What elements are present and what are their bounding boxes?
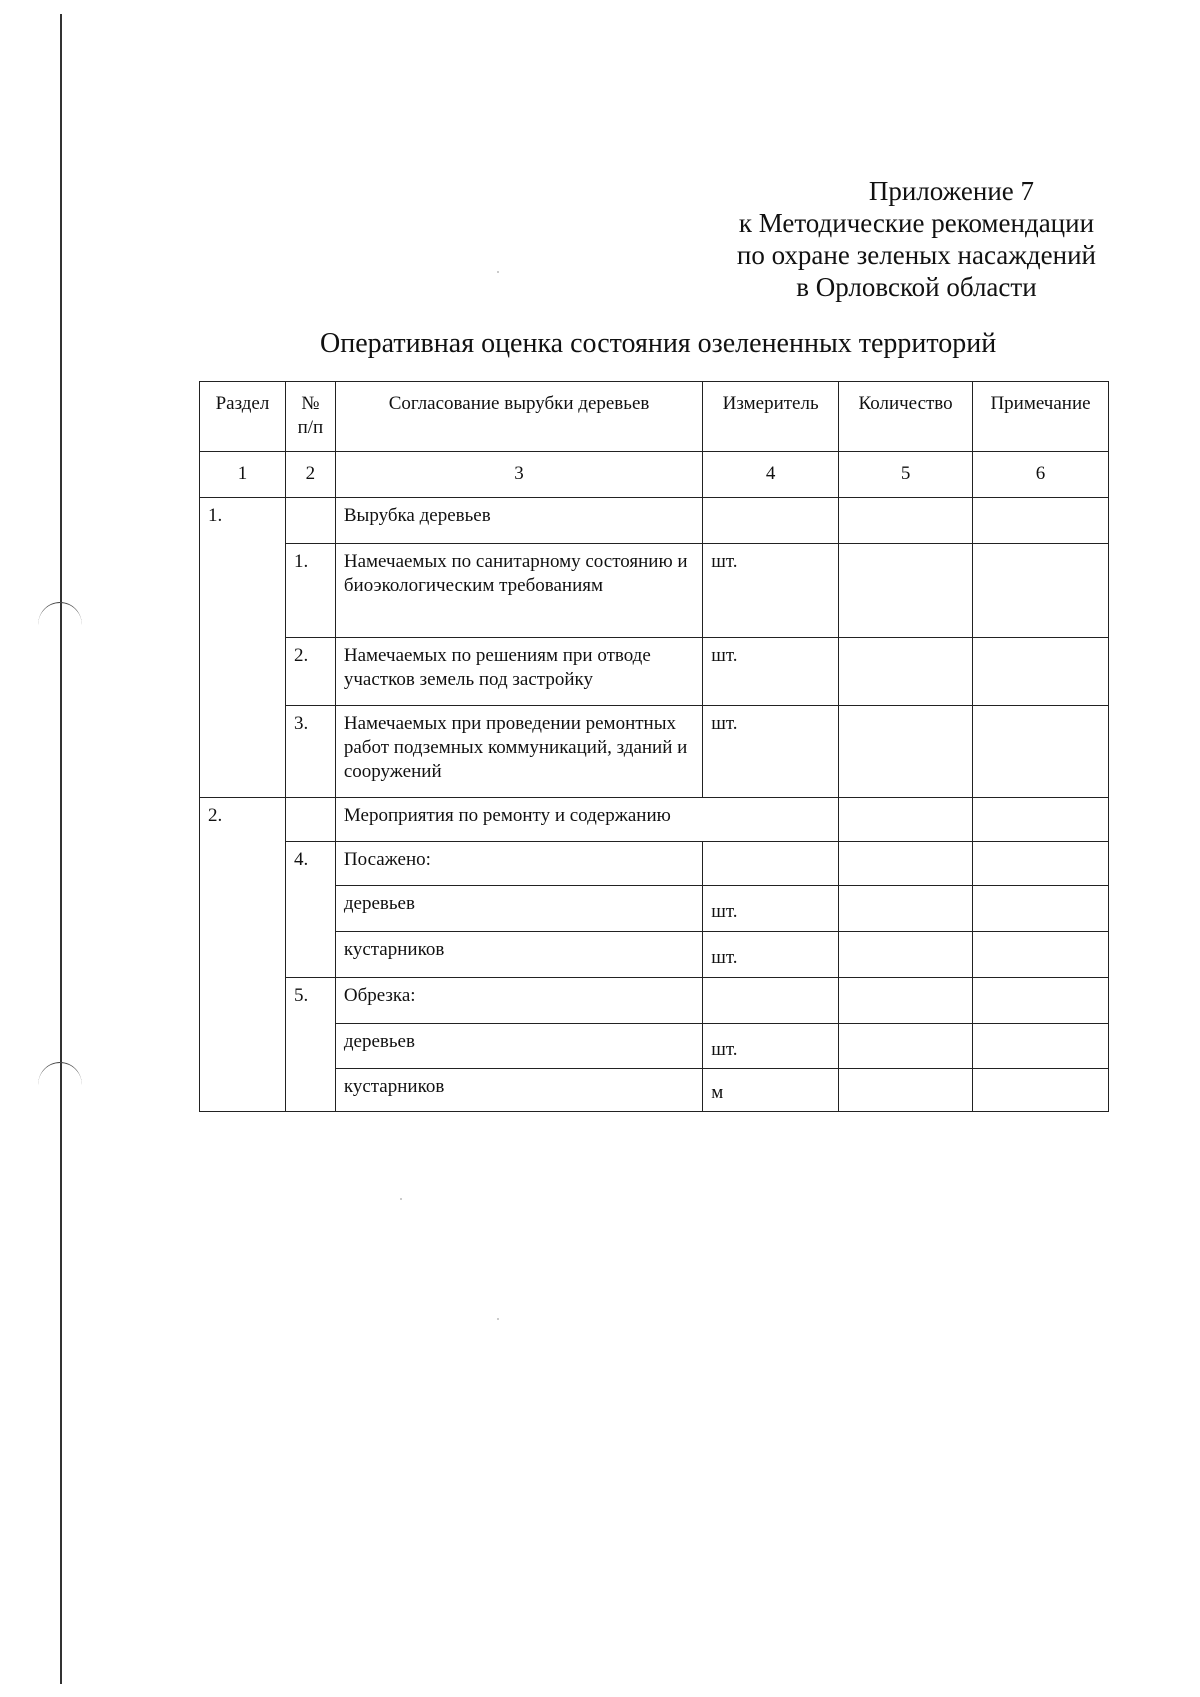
column-number: 2 <box>285 452 335 498</box>
item-number-cell <box>285 798 335 842</box>
item-number-cell: 5. <box>285 978 335 1112</box>
assessment-table <box>199 381 1109 1112</box>
unit-cell: шт. <box>703 1024 839 1069</box>
column-number: 5 <box>839 452 973 498</box>
note-cell <box>973 498 1109 544</box>
column-number-row <box>200 452 1109 498</box>
item-number-cell: 1. <box>285 544 335 638</box>
note-cell <box>973 1069 1109 1112</box>
item-name-cell: Намечаемых при проведении ремонтных работ подземных коммуникаций, зданий и сооружений <box>335 706 702 798</box>
note-cell <box>973 978 1109 1024</box>
note-cell <box>973 798 1109 842</box>
quantity-cell <box>839 638 973 706</box>
scan-speck <box>497 271 499 273</box>
unit-cell <box>703 842 839 886</box>
column-header: Количество <box>839 382 973 452</box>
item-number-cell: 3. <box>285 706 335 798</box>
scan-speck <box>400 1198 402 1200</box>
table-row <box>200 1069 1109 1112</box>
item-name-cell: Обрезка: <box>335 978 702 1024</box>
unit-cell <box>703 498 839 544</box>
item-name-cell: Мероприятия по ремонту и содержанию <box>335 798 838 842</box>
unit-cell: шт. <box>703 544 839 638</box>
scan-speck <box>497 1318 499 1320</box>
appendix-number: Приложение 7 <box>868 176 1035 206</box>
table-row <box>200 978 1109 1024</box>
item-name-cell: Намечаемых по решениям при отводе участков земель под застройку <box>335 638 702 706</box>
unit-cell: шт. <box>703 638 839 706</box>
table-row <box>200 544 1109 638</box>
note-cell <box>973 1024 1109 1069</box>
appendix-header <box>737 175 1096 303</box>
quantity-cell <box>839 978 973 1024</box>
column-number: 4 <box>703 452 839 498</box>
punch-hole-mark <box>38 602 82 625</box>
column-number: 3 <box>335 452 702 498</box>
table-row <box>200 932 1109 978</box>
item-number-cell: 4. <box>285 842 335 978</box>
note-cell <box>973 932 1109 978</box>
item-name-cell: Намечаемых по санитарному состоянию и биоэкологическим требованиям <box>335 544 702 638</box>
document-title: Оперативная оценка состояния озелененных территорий <box>320 328 997 359</box>
column-header: № п/п <box>285 382 335 452</box>
note-cell <box>973 706 1109 798</box>
quantity-cell <box>839 932 973 978</box>
item-name-cell: деревьев <box>335 886 702 932</box>
quantity-cell <box>839 886 973 932</box>
note-cell <box>973 842 1109 886</box>
quantity-cell <box>839 1024 973 1069</box>
unit-cell: шт. <box>703 932 839 978</box>
appendix-reference: к Методические рекомендации <box>738 208 1095 238</box>
quantity-cell <box>839 798 973 842</box>
item-name-cell: Вырубка деревьев <box>335 498 702 544</box>
table-row <box>200 842 1109 886</box>
appendix-reference: в Орловской области <box>796 272 1037 302</box>
table-row <box>200 638 1109 706</box>
column-header: Согласование вырубки деревьев <box>335 382 702 452</box>
unit-cell: шт. <box>703 706 839 798</box>
column-number: 1 <box>200 452 286 498</box>
column-header: Измеритель <box>703 382 839 452</box>
table-row <box>200 886 1109 932</box>
punch-hole-mark <box>38 1062 82 1085</box>
table-row <box>200 1024 1109 1069</box>
section-cell: 1. <box>200 498 286 798</box>
table-row <box>200 498 1109 544</box>
item-number-cell: 2. <box>285 638 335 706</box>
item-name-cell: кустарников <box>335 932 702 978</box>
unit-cell: м <box>703 1069 839 1112</box>
unit-cell <box>703 978 839 1024</box>
item-number-cell <box>285 498 335 544</box>
unit-cell: шт. <box>703 886 839 932</box>
item-name-cell: кустарников <box>335 1069 702 1112</box>
quantity-cell <box>839 1069 973 1112</box>
quantity-cell <box>839 498 973 544</box>
quantity-cell <box>839 544 973 638</box>
quantity-cell <box>839 706 973 798</box>
binding-margin-line <box>60 14 62 1684</box>
column-number: 6 <box>973 452 1109 498</box>
table-row <box>200 706 1109 798</box>
note-cell <box>973 544 1109 638</box>
note-cell <box>973 886 1109 932</box>
column-header: Раздел <box>200 382 286 452</box>
item-name-cell: деревьев <box>335 1024 702 1069</box>
item-name-cell: Посажено: <box>335 842 702 886</box>
table-row <box>200 798 1109 842</box>
column-header: Примечание <box>973 382 1109 452</box>
section-cell: 2. <box>200 798 286 1112</box>
appendix-reference: по охране зеленых насаждений <box>736 240 1096 270</box>
quantity-cell <box>839 842 973 886</box>
table-header-row <box>200 382 1109 452</box>
note-cell <box>973 638 1109 706</box>
